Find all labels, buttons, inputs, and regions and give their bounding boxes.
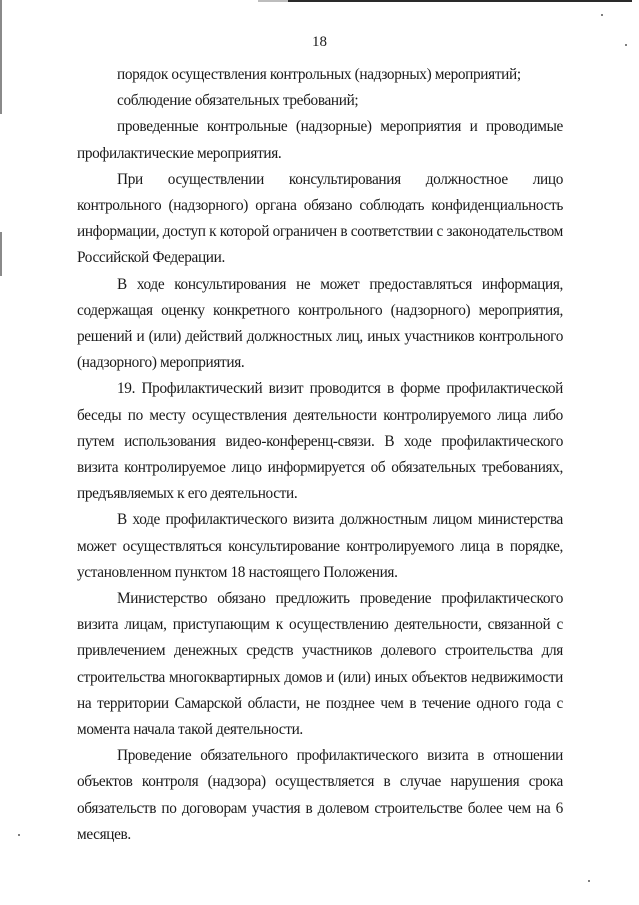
paragraph: В ходе консультирования не может предоставляться информация, содержащая оценку конкретного контрольного (надзорного) мероприятия, решений и (или) действий должностных лиц, иных участников контрольного (надзорного) мероприятия. [77,275,563,372]
scan-speck [601,14,603,16]
paragraph: Министерство обязано предложить проведение профилактического визита лицам, приступающим к осуществлению деятельности, связанной с привлечением денежных средств участников долевого строительства для строительства многоквартирных домов и (или) иных объектов недвижимости на территории Самарской области, не позднее чем в течение одного года с момента начала такой деятельности. [77,590,563,739]
scan-speck [18,834,20,836]
paragraph: При осуществлении консультирования должностное лицо контрольного (надзорного) органа обязано соблюдать конфиденциальность информации, доступ к которой ограничен в соответствии с законодательством Российской Федерации. [77,170,563,267]
document-body [77,62,563,848]
paragraph: В ходе профилактического визита должностным лицом министерства может осуществляться консультирование контролируемого лица в порядке, установленном пунктом 18 настоящего Положения. [77,511,563,581]
scan-left-edge-mark [0,232,2,276]
page-number: 18 [312,34,327,50]
scan-speck [588,880,590,882]
scan-top-border [258,0,632,2]
paragraph-item-19: 19. Профилактический визит проводится в форме профилактической беседы по месту осуществления деятельности контролируемого лица либо путем использования видео-конференц-связи. В ходе профилактического визита контролируемое лицо информируется об обязательных требованиях, предъявляемых к его деятельности. [77,380,563,503]
scan-top-border-faint [258,0,288,2]
paragraph: проведенные контрольные (надзорные) мероприятия и проводимые профилактические мероприятия. [77,118,563,162]
scan-left-edge-mark [0,0,2,114]
paragraph: Проведение обязательного профилактического визита в отношении объектов контроля (надзора) осуществляется в случае нарушения срока обязательств по договорам участия в долевом строительстве более чем на 6 месяцев. [77,747,563,843]
paragraph: соблюдение обязательных требований; [117,92,359,110]
paragraph: порядок осуществления контрольных (надзорных) мероприятий; [117,66,521,83]
